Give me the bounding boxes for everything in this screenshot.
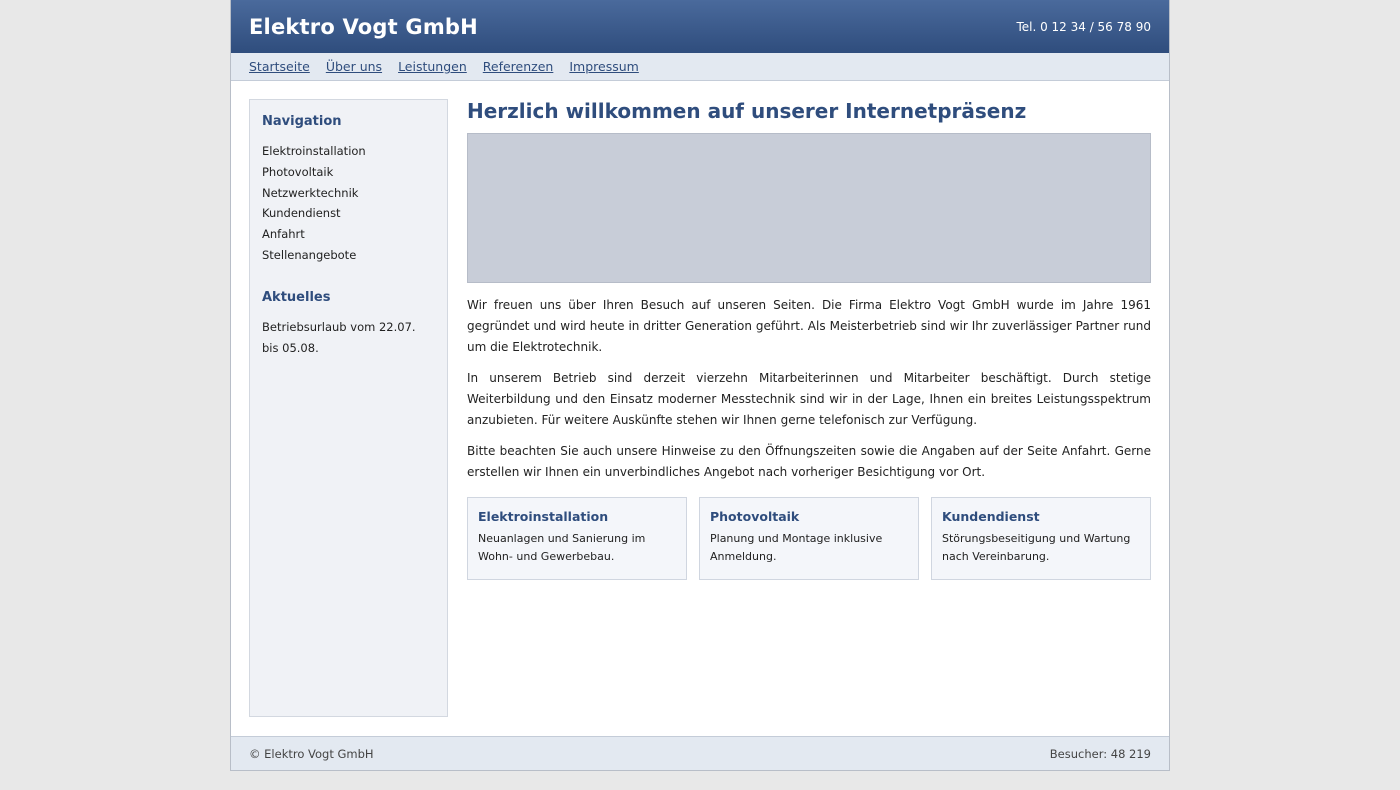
footer-copyright: © Elektro Vogt GmbH bbox=[249, 746, 374, 761]
hero-image-placeholder bbox=[467, 133, 1151, 283]
service-box-photovoltaik bbox=[699, 497, 919, 580]
sidebar-nav-list bbox=[262, 141, 435, 266]
topnav-link-leistungen[interactable]: Leistungen bbox=[398, 59, 467, 74]
service-box-kundendienst bbox=[931, 497, 1151, 580]
topnav-link-impressum[interactable]: Impressum bbox=[569, 59, 639, 74]
sidebar-item-photovoltaik[interactable]: Photovoltaik bbox=[262, 164, 334, 179]
service-box-text: Neuanlagen und Sanierung im Wohn- und Gewerbebau. bbox=[478, 532, 646, 563]
phone-number: Tel. 0 12 34 / 56 78 90 bbox=[1016, 19, 1151, 34]
topnav-link-startseite[interactable]: Startseite bbox=[249, 59, 310, 74]
service-box-title: Kundendienst bbox=[942, 509, 1040, 524]
visitor-counter: Besucher: 48 219 bbox=[1049, 746, 1151, 761]
sidebar bbox=[249, 99, 448, 717]
sidebar-item-anfahrt[interactable]: Anfahrt bbox=[262, 227, 305, 242]
site-title[interactable]: Elektro Vogt GmbH bbox=[249, 14, 478, 39]
top-navigation bbox=[231, 53, 1169, 81]
intro-paragraph-3: Bitte beachten Sie auch unsere Hinweise zu den Öffnungszeiten sowie die Angaben auf der Seite Anfahrt. Gerne erstellen wir Ihnen ein unverbindliches Angebot nach vorheriger Besichtigung vor Ort. bbox=[467, 444, 1151, 479]
sidebar-news-heading: Aktuelles bbox=[262, 289, 331, 305]
sidebar-item-elektroinstallation[interactable]: Elektroinstallation bbox=[262, 144, 366, 158]
page-container bbox=[230, 0, 1170, 771]
site-header bbox=[231, 0, 1169, 53]
topnav-link-referenzen[interactable]: Referenzen bbox=[482, 59, 554, 74]
intro-paragraph-2: In unserem Betrieb sind derzeit vierzehn Mitarbeiterinnen und Mitarbeiter beschäftigt. Durch stetige Weiterbildung und den Einsatz moderner Messtechnik sind wir in der Lage, Ihnen ein breites Leistungsspektrum anzubieten. Für weitere Auskünfte stehen wir Ihnen gerne telefonisch zur Verfügung. bbox=[467, 371, 1151, 427]
topnav-link-ueber-uns[interactable]: Über uns bbox=[325, 59, 383, 74]
site-footer bbox=[231, 736, 1169, 770]
main-content bbox=[467, 99, 1151, 580]
sidebar-nav-heading: Navigation bbox=[262, 114, 342, 129]
sidebar-item-kundendienst[interactable]: Kundendienst bbox=[262, 206, 341, 221]
service-box-title: Elektroinstallation bbox=[478, 509, 609, 524]
service-boxes bbox=[467, 497, 1151, 580]
content-area bbox=[231, 81, 1169, 736]
service-box-text: Planung und Montage inklusive Anmeldung. bbox=[710, 532, 883, 563]
service-box-elektroinstallation bbox=[467, 497, 687, 580]
service-box-text: Störungsbeseitigung und Wartung nach Vereinbarung. bbox=[942, 532, 1131, 563]
page-title: Herzlich willkommen auf unserer Internetpräsenz bbox=[467, 99, 1027, 123]
sidebar-item-netzwerktechnik[interactable]: Netzwerktechnik bbox=[262, 185, 359, 200]
intro-paragraph-1: Wir freuen uns über Ihren Besuch auf unseren Seiten. Die Firma Elektro Vogt GmbH wurde im Jahre 1961 gegründet und wird heute in dritter Generation geführt. Als Meisterbetrieb sind wir Ihr zuverlässiger Partner rund um die Elektrotechnik. bbox=[467, 298, 1151, 354]
sidebar-news-text: Betriebsurlaub vom 22.07. bis 05.08. bbox=[262, 319, 416, 355]
service-box-title: Photovoltaik bbox=[710, 509, 800, 524]
sidebar-item-stellenangebote[interactable]: Stellenangebote bbox=[262, 247, 357, 262]
